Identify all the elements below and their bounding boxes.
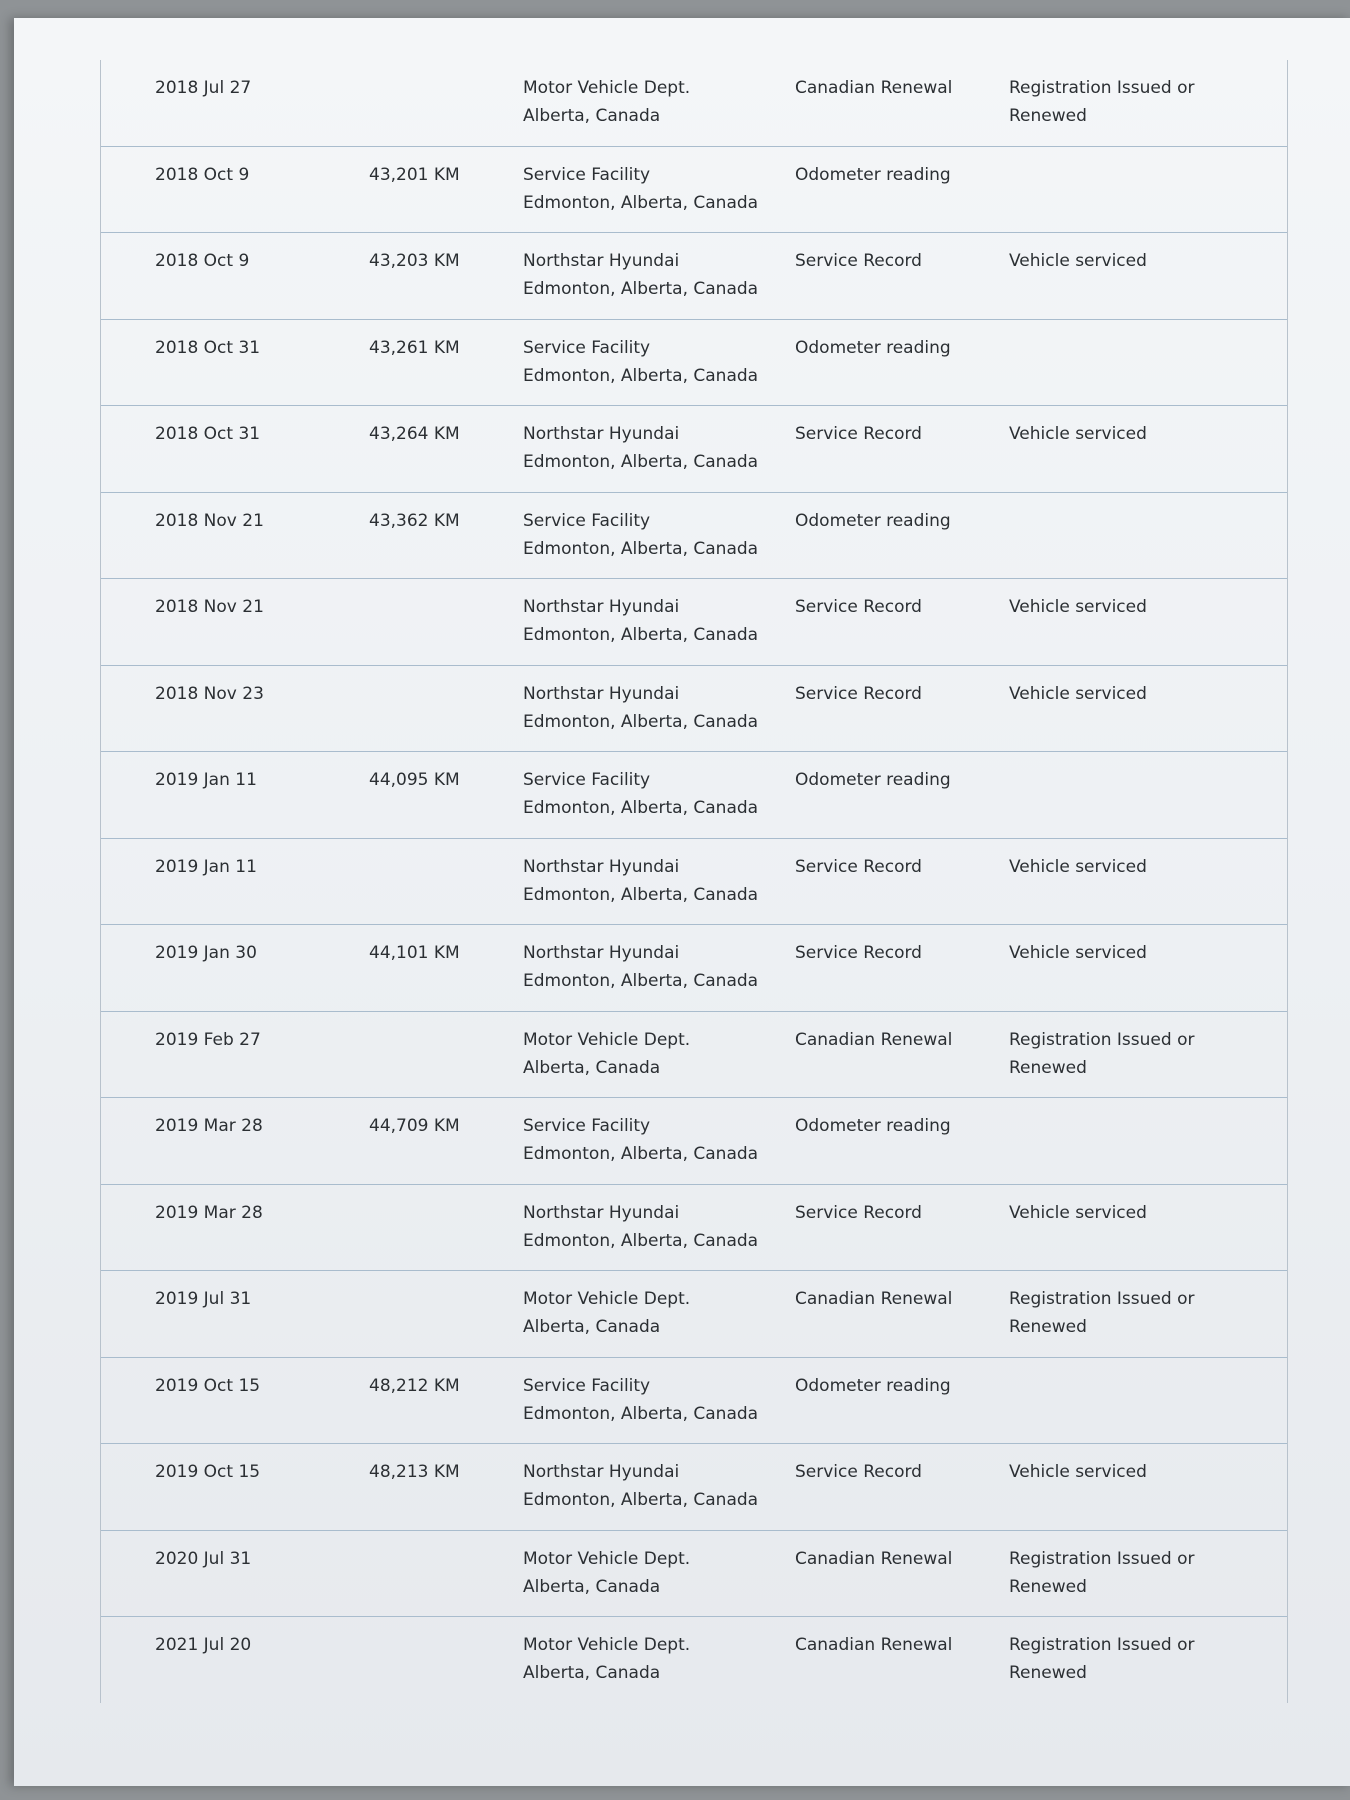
detail-line-1: Vehicle serviced xyxy=(1009,424,1147,444)
source-name: Service Facility xyxy=(523,510,651,531)
record-date: 2018 Nov 23 xyxy=(155,683,264,704)
record-date: 2019 Jul 31 xyxy=(155,1289,252,1309)
detail-line-1: Registration Issued or xyxy=(1009,78,1195,98)
record-date: 2019 Feb 27 xyxy=(155,1029,261,1050)
record-type: Canadian Renewal xyxy=(795,1635,953,1655)
table-row xyxy=(101,925,1287,1012)
record-odometer: 44,709 KM xyxy=(369,1116,460,1136)
vehicle-history-table xyxy=(100,60,1288,1703)
record-type: Service Record xyxy=(795,856,922,877)
source-name: Service Facility xyxy=(523,1116,651,1136)
record-source xyxy=(523,1026,690,1082)
source-location: Edmonton, Alberta, Canada xyxy=(523,279,759,299)
source-name: Motor Vehicle Dept. xyxy=(523,1635,691,1655)
record-date: 2018 Oct 31 xyxy=(155,337,261,358)
source-location: Edmonton, Alberta, Canada xyxy=(523,1144,759,1164)
record-detail xyxy=(1009,1458,1229,1486)
source-name: Motor Vehicle Dept. xyxy=(523,1029,691,1050)
source-location: Edmonton, Alberta, Canada xyxy=(523,625,759,645)
detail-line-2: Renewed xyxy=(1009,1663,1087,1683)
record-odometer: 43,261 KM xyxy=(369,337,460,358)
record-detail xyxy=(1009,939,1229,967)
table-row xyxy=(101,60,1287,147)
record-source xyxy=(523,507,758,563)
record-type: Odometer reading xyxy=(795,1375,951,1396)
record-source xyxy=(523,766,758,822)
record-date: 2020 Jul 31 xyxy=(155,1548,252,1569)
record-odometer: 44,101 KM xyxy=(369,943,460,963)
record-date: 2021 Jul 20 xyxy=(155,1635,252,1655)
record-detail xyxy=(1009,1199,1229,1227)
record-date: 2019 Oct 15 xyxy=(155,1462,261,1482)
table-row xyxy=(101,579,1287,666)
detail-line-1: Vehicle serviced xyxy=(1009,856,1147,877)
record-type: Canadian Renewal xyxy=(795,1548,953,1569)
detail-line-1: Registration Issued or xyxy=(1009,1289,1195,1309)
source-name: Northstar Hyundai xyxy=(523,1462,680,1482)
record-date: 2019 Jan 30 xyxy=(155,943,257,963)
record-type: Service Record xyxy=(795,943,922,963)
table-row xyxy=(101,493,1287,580)
record-detail xyxy=(1009,1545,1229,1601)
record-source xyxy=(523,1285,690,1341)
record-date: 2019 Jan 11 xyxy=(155,856,257,877)
detail-line-1: Registration Issued or xyxy=(1009,1029,1195,1050)
detail-line-1: Registration Issued or xyxy=(1009,1548,1195,1569)
record-type: Odometer reading xyxy=(795,510,951,531)
source-name: Northstar Hyundai xyxy=(523,1202,680,1223)
source-location: Edmonton, Alberta, Canada xyxy=(523,1403,759,1424)
detail-line-1: Vehicle serviced xyxy=(1009,251,1147,271)
record-odometer: 48,212 KM xyxy=(369,1375,460,1396)
record-source xyxy=(523,247,758,303)
source-name: Northstar Hyundai xyxy=(523,597,680,617)
record-odometer: 43,203 KM xyxy=(369,251,460,271)
record-type: Service Record xyxy=(795,1462,922,1482)
table-row xyxy=(101,320,1287,407)
source-name: Service Facility xyxy=(523,770,651,790)
record-detail xyxy=(1009,1285,1229,1341)
record-type: Service Record xyxy=(795,1202,922,1223)
table-row xyxy=(101,406,1287,493)
table-row xyxy=(101,839,1287,926)
record-detail xyxy=(1009,247,1229,275)
source-name: Service Facility xyxy=(523,337,651,358)
record-source xyxy=(523,680,758,736)
record-detail xyxy=(1009,680,1229,708)
source-location: Edmonton, Alberta, Canada xyxy=(523,798,759,818)
source-name: Northstar Hyundai xyxy=(523,251,680,271)
table-row xyxy=(101,233,1287,320)
source-name: Motor Vehicle Dept. xyxy=(523,1548,691,1569)
record-type: Canadian Renewal xyxy=(795,78,953,98)
record-source xyxy=(523,1545,690,1601)
record-type: Service Record xyxy=(795,597,922,617)
record-type: Odometer reading xyxy=(795,164,951,185)
record-odometer: 43,201 KM xyxy=(369,164,460,185)
record-odometer: 48,213 KM xyxy=(369,1462,460,1482)
table-row xyxy=(101,1012,1287,1099)
record-source xyxy=(523,334,758,390)
table-row xyxy=(101,666,1287,753)
source-location: Edmonton, Alberta, Canada xyxy=(523,971,759,991)
record-detail xyxy=(1009,853,1229,881)
source-location: Alberta, Canada xyxy=(523,1317,661,1337)
source-name: Service Facility xyxy=(523,1375,651,1396)
source-name: Northstar Hyundai xyxy=(523,943,680,963)
source-name: Service Facility xyxy=(523,164,651,185)
detail-line-1: Vehicle serviced xyxy=(1009,683,1147,704)
source-location: Edmonton, Alberta, Canada xyxy=(523,1230,759,1251)
record-type: Odometer reading xyxy=(795,337,951,358)
source-location: Edmonton, Alberta, Canada xyxy=(523,538,759,559)
record-source xyxy=(523,1631,690,1687)
record-source xyxy=(523,1372,758,1428)
source-location: Alberta, Canada xyxy=(523,1663,661,1683)
source-location: Edmonton, Alberta, Canada xyxy=(523,192,759,213)
detail-line-1: Vehicle serviced xyxy=(1009,597,1147,617)
record-date: 2018 Oct 31 xyxy=(155,424,261,444)
record-detail xyxy=(1009,74,1229,130)
record-source xyxy=(523,161,758,217)
source-name: Northstar Hyundai xyxy=(523,424,680,444)
detail-line-2: Renewed xyxy=(1009,1576,1087,1597)
record-detail xyxy=(1009,1026,1229,1082)
detail-line-1: Vehicle serviced xyxy=(1009,1202,1147,1223)
table-row xyxy=(101,1358,1287,1445)
record-detail xyxy=(1009,420,1229,448)
record-odometer: 43,362 KM xyxy=(369,510,460,531)
record-source xyxy=(523,1112,758,1168)
record-type: Service Record xyxy=(795,424,922,444)
record-date: 2019 Oct 15 xyxy=(155,1375,261,1396)
source-location: Edmonton, Alberta, Canada xyxy=(523,711,759,732)
record-type: Odometer reading xyxy=(795,770,951,790)
record-source xyxy=(523,1199,758,1255)
source-location: Edmonton, Alberta, Canada xyxy=(523,452,759,472)
record-source xyxy=(523,853,758,909)
record-date: 2019 Mar 28 xyxy=(155,1116,263,1136)
record-detail xyxy=(1009,1631,1229,1687)
record-odometer: 44,095 KM xyxy=(369,770,460,790)
detail-line-1: Vehicle serviced xyxy=(1009,1462,1147,1482)
record-date: 2018 Oct 9 xyxy=(155,164,250,185)
record-detail xyxy=(1009,593,1229,621)
record-type: Canadian Renewal xyxy=(795,1029,953,1050)
detail-line-2: Renewed xyxy=(1009,1317,1087,1337)
detail-line-2: Renewed xyxy=(1009,106,1087,126)
record-type: Canadian Renewal xyxy=(795,1289,953,1309)
record-type: Odometer reading xyxy=(795,1116,951,1136)
source-location: Alberta, Canada xyxy=(523,1576,661,1597)
source-location: Edmonton, Alberta, Canada xyxy=(523,1490,759,1510)
detail-line-1: Registration Issued or xyxy=(1009,1635,1195,1655)
table-row xyxy=(101,1617,1287,1703)
table-row xyxy=(101,1271,1287,1358)
source-name: Motor Vehicle Dept. xyxy=(523,1289,691,1309)
source-location: Alberta, Canada xyxy=(523,1057,661,1078)
detail-line-1: Vehicle serviced xyxy=(1009,943,1147,963)
table-row xyxy=(101,1185,1287,1272)
record-source xyxy=(523,420,758,476)
record-source xyxy=(523,74,690,130)
table-row xyxy=(101,1531,1287,1618)
record-date: 2019 Mar 28 xyxy=(155,1202,263,1223)
detail-line-2: Renewed xyxy=(1009,1057,1087,1078)
record-source xyxy=(523,593,758,649)
table-row xyxy=(101,1098,1287,1185)
table-row xyxy=(101,1444,1287,1531)
source-name: Northstar Hyundai xyxy=(523,856,680,877)
source-name: Motor Vehicle Dept. xyxy=(523,78,691,98)
record-type: Service Record xyxy=(795,251,922,271)
record-type: Service Record xyxy=(795,683,922,704)
record-date: 2018 Nov 21 xyxy=(155,510,264,531)
source-location: Alberta, Canada xyxy=(523,106,661,126)
source-location: Edmonton, Alberta, Canada xyxy=(523,365,759,386)
source-location: Edmonton, Alberta, Canada xyxy=(523,884,759,905)
record-date: 2018 Oct 9 xyxy=(155,251,250,271)
source-name: Northstar Hyundai xyxy=(523,683,680,704)
record-source xyxy=(523,1458,758,1514)
record-source xyxy=(523,939,758,995)
table-row xyxy=(101,147,1287,234)
table-row xyxy=(101,752,1287,839)
record-date: 2018 Jul 27 xyxy=(155,78,252,98)
record-date: 2018 Nov 21 xyxy=(155,597,264,617)
record-date: 2019 Jan 11 xyxy=(155,770,257,790)
paper-sheet xyxy=(14,18,1350,1786)
record-odometer: 43,264 KM xyxy=(369,424,460,444)
